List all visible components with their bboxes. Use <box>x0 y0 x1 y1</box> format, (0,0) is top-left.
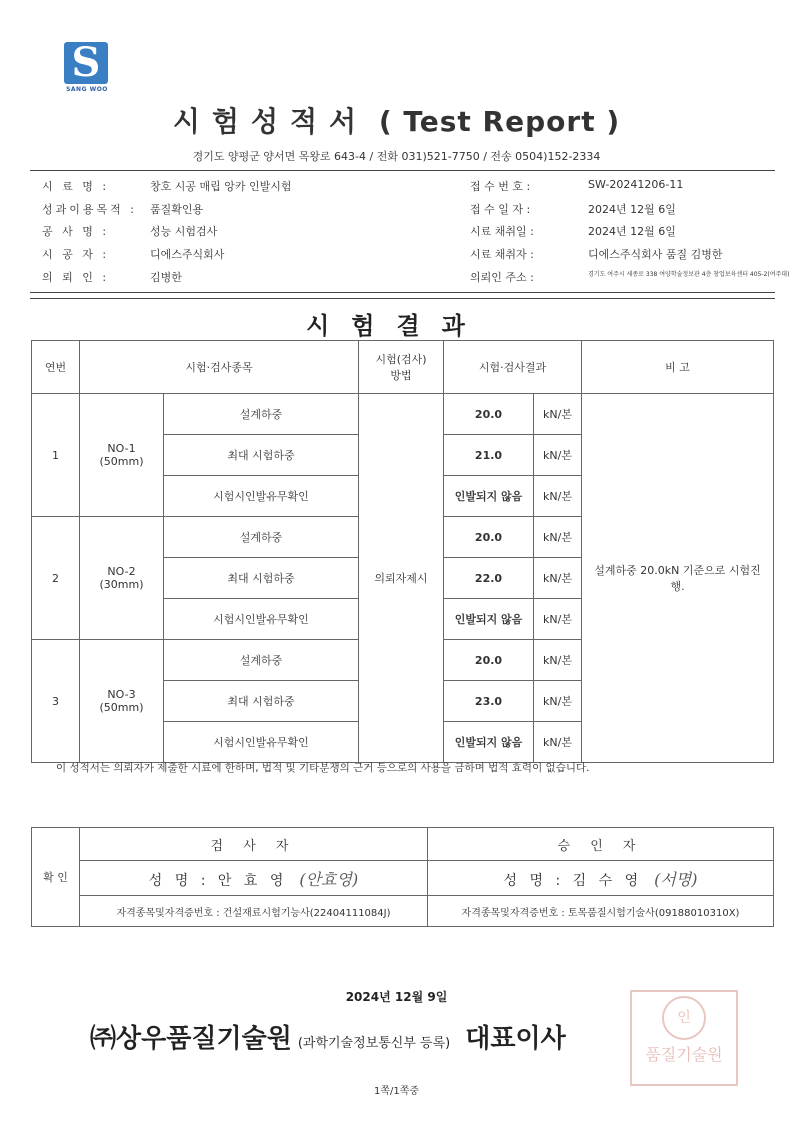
info-value: 경기도 여주시 세종로 338 여양학술정보관 4층 창업보육센터 405-2(여주대) <box>588 271 790 278</box>
test-result-unit: kN/본 <box>534 435 582 476</box>
test-result-value: 인발되지 않음 <box>444 722 534 763</box>
logo-mark <box>64 42 108 84</box>
header-method-line1: 시험(검사) <box>375 353 427 366</box>
test-result-unit: kN/본 <box>534 722 582 763</box>
test-result-value: 21.0 <box>444 435 534 476</box>
test-result-value: 23.0 <box>444 681 534 722</box>
info-label: 의뢰인 주소 : <box>470 271 534 284</box>
spec-name: NO-3 <box>107 688 136 701</box>
test-item: 최대 시험하중 <box>164 435 359 476</box>
disclaimer: 이 성적서는 의뢰자가 제출한 시료에 한하며, 법적 및 기타분쟁의 근거 등으로의 사용을 금하며 법적 효력이 없습니다. <box>56 762 590 774</box>
header-method <box>359 341 444 394</box>
divider <box>30 298 775 299</box>
lab-address: 경기도 양평군 양서면 목왕로 643-4 / 전화 031)521-7750 / 전송 0504)152-2334 <box>192 150 601 163</box>
info-label: 공 사 명 : <box>42 225 110 238</box>
approver-title: 승 인 자 <box>428 828 774 861</box>
row-spec <box>80 517 164 640</box>
test-item: 시험시인발유무확인 <box>164 599 359 640</box>
test-result-unit: kN/본 <box>534 599 582 640</box>
remarks: 설계하중 20.0kN 기준으로 시험진행. <box>582 394 774 763</box>
test-item: 설계하중 <box>164 640 359 681</box>
company-seal <box>630 990 738 1086</box>
info-label: 시 공 자 : <box>42 248 110 261</box>
spec-name: NO-2 <box>107 565 136 578</box>
report-title <box>0 100 793 140</box>
confirm-label: 확 인 <box>32 828 80 927</box>
test-item: 최대 시험하중 <box>164 681 359 722</box>
test-result-unit: kN/본 <box>534 640 582 681</box>
spec-size: (50mm) <box>99 455 144 468</box>
seal-text: 품질기술원 <box>645 1045 723 1064</box>
test-result-unit: kN/본 <box>534 517 582 558</box>
info-label: 시료 채취자 : <box>470 248 534 261</box>
inspector-name: 성 명 : 안 효 영 <box>148 872 288 889</box>
approver-name-cell <box>428 861 774 896</box>
info-label: 시료 채취일 : <box>470 225 534 238</box>
header-result: 시험·검사결과 <box>444 341 582 394</box>
seal-mark: 인 <box>662 996 706 1040</box>
info-value: 성능 시험검사 <box>150 225 218 238</box>
test-result-unit: kN/본 <box>534 394 582 435</box>
test-item: 설계하중 <box>164 517 359 558</box>
results-table <box>31 340 774 763</box>
row-spec <box>80 394 164 517</box>
header-remarks: 비 고 <box>582 341 774 394</box>
table-row <box>32 394 774 435</box>
spec-size: (30mm) <box>99 578 144 591</box>
issue-date: 2024년 12월 9일 <box>345 990 448 1004</box>
header-no: 연번 <box>32 341 80 394</box>
test-method: 의뢰자제시 <box>359 394 444 763</box>
test-result-unit: kN/본 <box>534 558 582 599</box>
test-result-value: 인발되지 않음 <box>444 599 534 640</box>
company-name: ㈜상우품질기술원 <box>90 1024 292 1054</box>
company-logo <box>62 42 112 100</box>
logo-text: SANG WOO <box>66 86 108 93</box>
report-title-english: ( Test Report ) <box>378 105 621 138</box>
info-label: 접 수 일 자 : <box>470 203 531 216</box>
test-item: 최대 시험하중 <box>164 558 359 599</box>
results-header-row <box>32 341 774 394</box>
info-value: 2024년 12월 6일 <box>588 225 676 238</box>
results-body <box>32 394 774 763</box>
inspector-name-cell <box>80 861 428 896</box>
test-item: 시험시인발유무확인 <box>164 722 359 763</box>
approver-qualification: 자격종목및자격증번호 : 토목품질시험기술사(09188010310X) <box>428 896 774 927</box>
confirmation-table <box>31 827 774 927</box>
inspector-qualification: 자격종목및자격증번호 : 건설재료시험기능사(22404111084J) <box>80 896 428 927</box>
page-number: 1쪽/1쪽중 <box>373 1086 420 1097</box>
test-result-value: 인발되지 않음 <box>444 476 534 517</box>
info-value: 디에스주식회사 <box>150 248 225 261</box>
logo-symbol: S <box>71 42 101 84</box>
representative-title: 대표이사 <box>465 1024 566 1054</box>
test-result-value: 20.0 <box>444 517 534 558</box>
info-value: SW-20241206-11 <box>588 178 684 191</box>
row-spec <box>80 640 164 763</box>
inspector-signature: (안효영) <box>299 869 359 889</box>
header-item: 시험·검사종목 <box>80 341 359 394</box>
info-value: 2024년 12월 6일 <box>588 203 676 216</box>
spec-size: (50mm) <box>99 701 144 714</box>
company-registration: (과학기술정보통신부 등록) <box>297 1036 451 1051</box>
approver-name: 성 명 : 김 수 영 <box>503 872 643 889</box>
header-method-line2: 방법 <box>390 369 412 382</box>
info-value: 김병한 <box>150 271 182 284</box>
test-result-unit: kN/본 <box>534 681 582 722</box>
divider <box>30 170 775 171</box>
approver-signature: (서명) <box>654 869 698 889</box>
company-line <box>90 1018 566 1055</box>
test-result-value: 20.0 <box>444 394 534 435</box>
results-section-title: 시험결과 <box>306 312 487 340</box>
info-label: 시 료 명 : <box>42 180 110 193</box>
info-label: 접 수 번 호 : <box>470 180 531 193</box>
report-title-korean: 시험성적서 <box>172 105 369 138</box>
row-no: 2 <box>32 517 80 640</box>
row-no: 1 <box>32 394 80 517</box>
test-result-value: 22.0 <box>444 558 534 599</box>
spec-name: NO-1 <box>107 442 136 455</box>
info-label: 의 뢰 인 : <box>42 271 110 284</box>
divider <box>30 292 775 293</box>
info-value: 품질확인용 <box>150 203 204 216</box>
row-no: 3 <box>32 640 80 763</box>
test-result-unit: kN/본 <box>534 476 582 517</box>
info-value: 디에스주식회사 품질 김병한 <box>588 248 723 261</box>
inspector-title: 검 사 자 <box>80 828 428 861</box>
info-label: 성과이용목적 : <box>42 203 137 216</box>
test-item: 시험시인발유무확인 <box>164 476 359 517</box>
test-result-value: 20.0 <box>444 640 534 681</box>
test-item: 설계하중 <box>164 394 359 435</box>
info-value: 창호 시공 매립 앙카 인발시험 <box>150 180 292 193</box>
